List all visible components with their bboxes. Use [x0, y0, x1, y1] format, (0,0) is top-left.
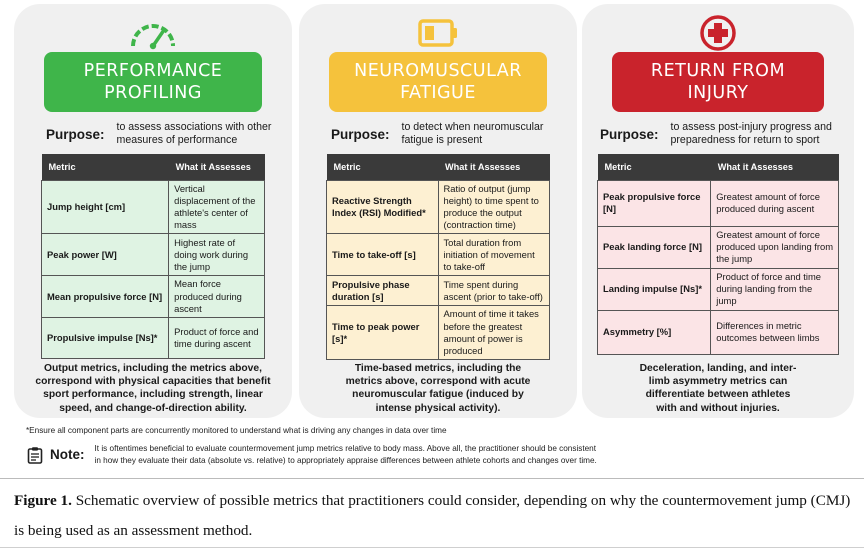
battery-icon	[408, 12, 468, 52]
metric-cell: Landing impulse [Ns]*	[598, 268, 711, 310]
assesses-cell: Time spent during ascent (prior to take-off)	[438, 276, 550, 306]
figure-caption	[14, 486, 854, 547]
table-row	[327, 180, 550, 234]
purpose-label: Purpose:	[331, 127, 390, 142]
assesses-cell: Mean force produced during ascent	[169, 276, 265, 318]
assesses-cell: Product of force and time during ascent	[169, 318, 265, 359]
column-header-assesses: What it Assesses	[438, 154, 550, 180]
assesses-cell: Greatest amount of force produced upon landing from the jump	[711, 226, 839, 268]
table-row	[598, 310, 839, 354]
panel-title: NEUROMUSCULAR FATIGUE	[329, 52, 547, 112]
metric-table	[41, 154, 265, 359]
panel-summary: Output metrics, including the metrics above, correspond with physical capacities that benefit sport performance, including strength, linear speed, and change-of-direction ability.	[35, 363, 271, 414]
table-row	[42, 234, 265, 276]
table-row	[327, 306, 550, 360]
column-header-metric: Metric	[42, 154, 169, 180]
panel-summary: Time-based metrics, including the metrics above, correspond with acute neuromuscular fatigue (induced by intense physical activity).	[345, 363, 531, 414]
metric-table	[597, 154, 839, 355]
purpose-text: to assess associations with other measures of performance	[116, 121, 272, 147]
assesses-cell: Product of force and time during landing from the jump	[711, 268, 839, 310]
assesses-cell: Vertical displacement of the athlete's center of mass	[169, 180, 265, 234]
assesses-cell: Total duration from initiation of movement to take-off	[438, 234, 550, 276]
panel-neuromuscular-fatigue	[299, 4, 577, 418]
metric-table	[326, 154, 550, 360]
table-row	[327, 234, 550, 276]
purpose	[331, 121, 557, 147]
table-header-row	[327, 154, 550, 180]
assesses-cell: Ratio of output (jump height) to time spent to produce the output (contraction time)	[438, 180, 550, 234]
note-label: Note:	[50, 447, 85, 462]
panel-title: PERFORMANCE PROFILING	[44, 52, 262, 112]
metric-cell: Time to peak power [s]*	[327, 306, 439, 360]
assesses-cell: Differences in metric outcomes between limbs	[711, 310, 839, 354]
divider	[0, 478, 864, 479]
metric-cell: Asymmetry [%]	[598, 310, 711, 354]
note	[26, 443, 815, 467]
panel-performance-profiling	[14, 4, 292, 418]
footnote: *Ensure all component parts are concurrently monitored to understand what is driving any changes in data over time	[26, 426, 447, 435]
panel-summary: Deceleration, landing, and inter- limb asymmetry metrics can differentiate between athletes with and without injuries.	[639, 363, 797, 414]
table-row	[598, 268, 839, 310]
table-row	[327, 276, 550, 306]
column-header-metric: Metric	[327, 154, 439, 180]
medical-cross-icon	[688, 12, 748, 52]
column-header-metric: Metric	[598, 154, 711, 180]
purpose-text: to assess post-injury progress and preparedness for return to sport	[670, 121, 832, 147]
metric-cell: Propulsive phase duration [s]	[327, 276, 439, 306]
purpose-text: to detect when neuromuscular fatigue is present	[401, 121, 544, 147]
purpose-label: Purpose:	[46, 127, 105, 142]
metric-cell: Reactive Strength Index (RSI) Modified*	[327, 180, 439, 234]
table-row	[42, 180, 265, 234]
table-header-row	[598, 154, 839, 180]
purpose	[46, 121, 272, 147]
assesses-cell: Greatest amount of force produced during ascent	[711, 180, 839, 226]
metric-cell: Peak landing force [N]	[598, 226, 711, 268]
bottom-rule	[0, 547, 864, 548]
table-header-row	[42, 154, 265, 180]
caption-text: Schematic overview of possible metrics that practitioners could consider, depending on why the countermovement jump (CMJ) is being used as an assessment method.	[14, 492, 851, 540]
note-text: It is oftentimes beneficial to evaluate countermovement jump metrics relative to body mass. Above all, the practitioner should be consistent in how they evaluate their data (absolute vs. relative) to appropriately appraise differences between athlete cohorts and changes over time.	[94, 444, 597, 465]
column-header-assesses: What it Assesses	[711, 154, 839, 180]
metric-cell: Peak propulsive force [N]	[598, 180, 711, 226]
purpose	[600, 121, 834, 147]
panel-title: RETURN FROM INJURY	[612, 52, 824, 112]
panel-return-from-injury	[582, 4, 854, 418]
assesses-cell: Amount of time it takes before the greatest amount of power is produced	[438, 306, 550, 360]
column-header-assesses: What it Assesses	[169, 154, 265, 180]
purpose-label: Purpose:	[600, 127, 659, 142]
metric-cell: Propulsive impulse [Ns]*	[42, 318, 169, 359]
table-row	[42, 276, 265, 318]
metric-cell: Time to take-off [s]	[327, 234, 439, 276]
caption-label: Figure 1.	[14, 492, 72, 509]
metric-cell: Mean propulsive force [N]	[42, 276, 169, 318]
table-row	[42, 318, 265, 359]
clipboard-icon	[26, 446, 44, 464]
metric-cell: Jump height [cm]	[42, 180, 169, 234]
table-row	[598, 226, 839, 268]
table-row	[598, 180, 839, 226]
assesses-cell: Highest rate of doing work during the jump	[169, 234, 265, 276]
speedometer-icon	[123, 12, 183, 52]
metric-cell: Peak power [W]	[42, 234, 169, 276]
